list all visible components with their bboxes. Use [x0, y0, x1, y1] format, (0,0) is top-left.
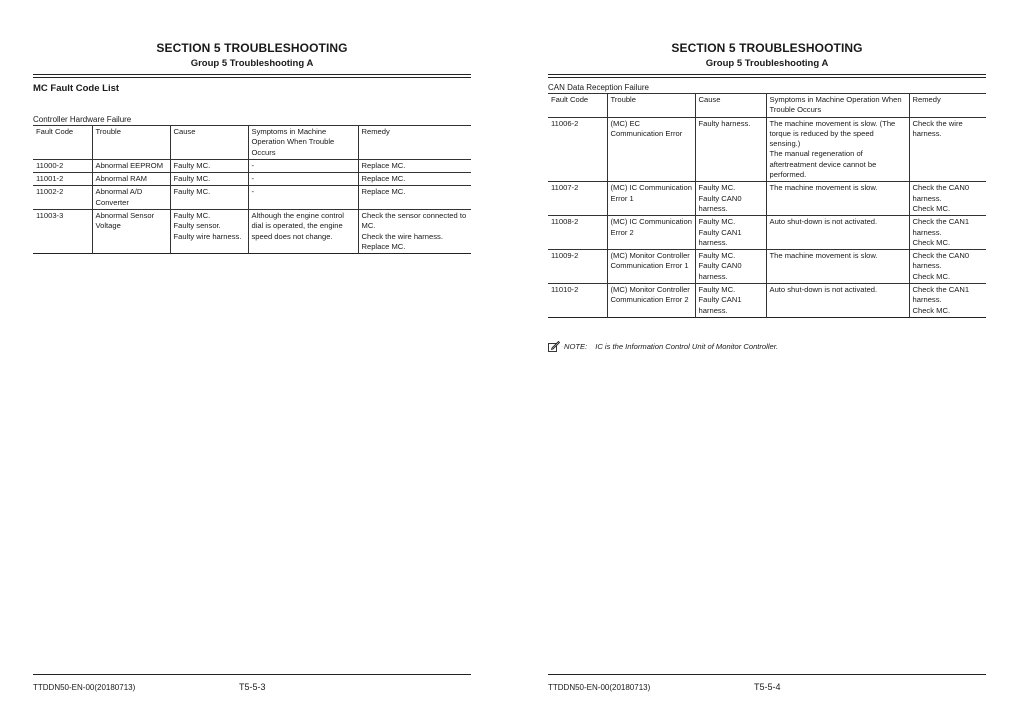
cell-cause: Faulty MC. Faulty CAN0 harness.	[695, 250, 766, 284]
document-code: TTDDN50-EN-00(20180713)	[548, 683, 651, 692]
cell-cause: Faulty MC. Faulty CAN1 harness.	[695, 216, 766, 250]
cell-symptoms: -	[248, 173, 358, 186]
cell-trouble: Abnormal A/D Converter	[92, 186, 170, 210]
cell-fault-code: 11008-2	[548, 216, 607, 250]
header-trouble: Trouble	[607, 94, 695, 118]
header-remedy: Remedy	[909, 94, 986, 118]
table-row	[548, 216, 986, 250]
group-title: Group 5 Troubleshooting A	[705, 58, 829, 69]
header-cause: Cause	[695, 94, 766, 118]
fault-code-table	[548, 93, 986, 318]
cell-remedy: Replace MC.	[358, 159, 471, 172]
fault-code-table	[33, 125, 471, 254]
cell-fault-code: 11003-3	[33, 210, 92, 254]
page-number: T5-5-3	[239, 682, 266, 692]
table-row	[548, 117, 986, 182]
cell-trouble: (MC) IC Communication Error 1	[607, 182, 695, 216]
note-label: NOTE:	[564, 341, 588, 351]
table-row	[33, 159, 471, 172]
cell-symptoms: -	[248, 186, 358, 210]
header-trouble: Trouble	[92, 126, 170, 160]
cell-trouble: (MC) Monitor Controller Communication Error 2	[607, 284, 695, 318]
cell-symptoms: -	[248, 159, 358, 172]
cell-symptoms: The machine movement is slow. (The torque is reduced by the speed sensing.) The manual regeneration of aftertreatment device cannot be performed.	[766, 117, 909, 182]
cell-remedy: Check the CAN0 harness. Check MC.	[909, 182, 986, 216]
cell-trouble: Abnormal EEPROM	[92, 159, 170, 172]
cell-fault-code: 11000-2	[33, 159, 92, 172]
header-symptoms: Symptoms in Machine Operation When Trouble Occurs	[248, 126, 358, 160]
cell-remedy: Check the CAN0 harness. Check MC.	[909, 250, 986, 284]
table-header-row	[33, 126, 471, 160]
table-body	[548, 117, 986, 317]
cell-remedy: Check the sensor connected to MC. Check the wire harness. Replace MC.	[358, 210, 471, 254]
cell-trouble: Abnormal Sensor Voltage	[92, 210, 170, 254]
list-title: MC Fault Code List	[33, 83, 120, 94]
cell-trouble: Abnormal RAM	[92, 173, 170, 186]
pencil-note-icon	[548, 340, 560, 352]
page-number: T5-5-4	[754, 682, 781, 692]
header-remedy: Remedy	[358, 126, 471, 160]
cell-remedy: Replace MC.	[358, 173, 471, 186]
cell-fault-code: 11006-2	[548, 117, 607, 182]
table-row	[548, 250, 986, 284]
table-body	[33, 159, 471, 253]
table-row	[548, 182, 986, 216]
cell-cause: Faulty harness.	[695, 117, 766, 182]
note-text: IC is the Information Control Unit of Monitor Controller.	[595, 341, 779, 351]
header-fault-code: Fault Code	[33, 126, 92, 160]
cell-symptoms: The machine movement is slow.	[766, 182, 909, 216]
cell-symptoms: Although the engine control dial is operated, the engine speed does not change.	[248, 210, 358, 254]
cell-cause: Faulty MC. Faulty CAN0 harness.	[695, 182, 766, 216]
cell-cause: Faulty MC.	[170, 186, 248, 210]
cell-cause: Faulty MC.	[170, 173, 248, 186]
footer-rule	[548, 674, 986, 675]
header-fault-code: Fault Code	[548, 94, 607, 118]
left-page	[33, 0, 471, 725]
table-row	[33, 186, 471, 210]
cell-cause: Faulty MC. Faulty CAN1 harness.	[695, 284, 766, 318]
table-row	[33, 173, 471, 186]
subsection-title: Controller Hardware Failure	[33, 115, 132, 124]
table-row	[548, 284, 986, 318]
cell-symptoms: Auto shut-down is not activated.	[766, 284, 909, 318]
table-row	[33, 210, 471, 254]
cell-remedy: Check the CAN1 harness. Check MC.	[909, 284, 986, 318]
footer-rule	[33, 674, 471, 675]
cell-fault-code: 11007-2	[548, 182, 607, 216]
cell-fault-code: 11010-2	[548, 284, 607, 318]
cell-fault-code: 11001-2	[33, 173, 92, 186]
subsection-title: CAN Data Reception Failure	[548, 83, 649, 92]
cell-remedy: Check the wire harness.	[909, 117, 986, 182]
cell-remedy: Replace MC.	[358, 186, 471, 210]
cell-trouble: (MC) Monitor Controller Communication Error 1	[607, 250, 695, 284]
section-title: SECTION 5 TROUBLESHOOTING	[671, 41, 863, 55]
header-cause: Cause	[170, 126, 248, 160]
cell-symptoms: Auto shut-down is not activated.	[766, 216, 909, 250]
cell-trouble: (MC) IC Communication Error 2	[607, 216, 695, 250]
cell-fault-code: 11009-2	[548, 250, 607, 284]
header-rule	[33, 74, 471, 78]
cell-fault-code: 11002-2	[33, 186, 92, 210]
cell-symptoms: The machine movement is slow.	[766, 250, 909, 284]
cell-cause: Faulty MC. Faulty sensor. Faulty wire harness.	[170, 210, 248, 254]
cell-trouble: (MC) EC Communication Error	[607, 117, 695, 182]
header-rule	[548, 74, 986, 78]
table-header-row	[548, 94, 986, 118]
section-title: SECTION 5 TROUBLESHOOTING	[156, 41, 348, 55]
header-symptoms: Symptoms in Machine Operation When Trouble Occurs	[766, 94, 909, 118]
note	[548, 340, 778, 352]
right-page	[548, 0, 986, 725]
document-code: TTDDN50-EN-00(20180713)	[33, 683, 136, 692]
group-title: Group 5 Troubleshooting A	[190, 58, 314, 69]
cell-remedy: Check the CAN1 harness. Check MC.	[909, 216, 986, 250]
cell-cause: Faulty MC.	[170, 159, 248, 172]
